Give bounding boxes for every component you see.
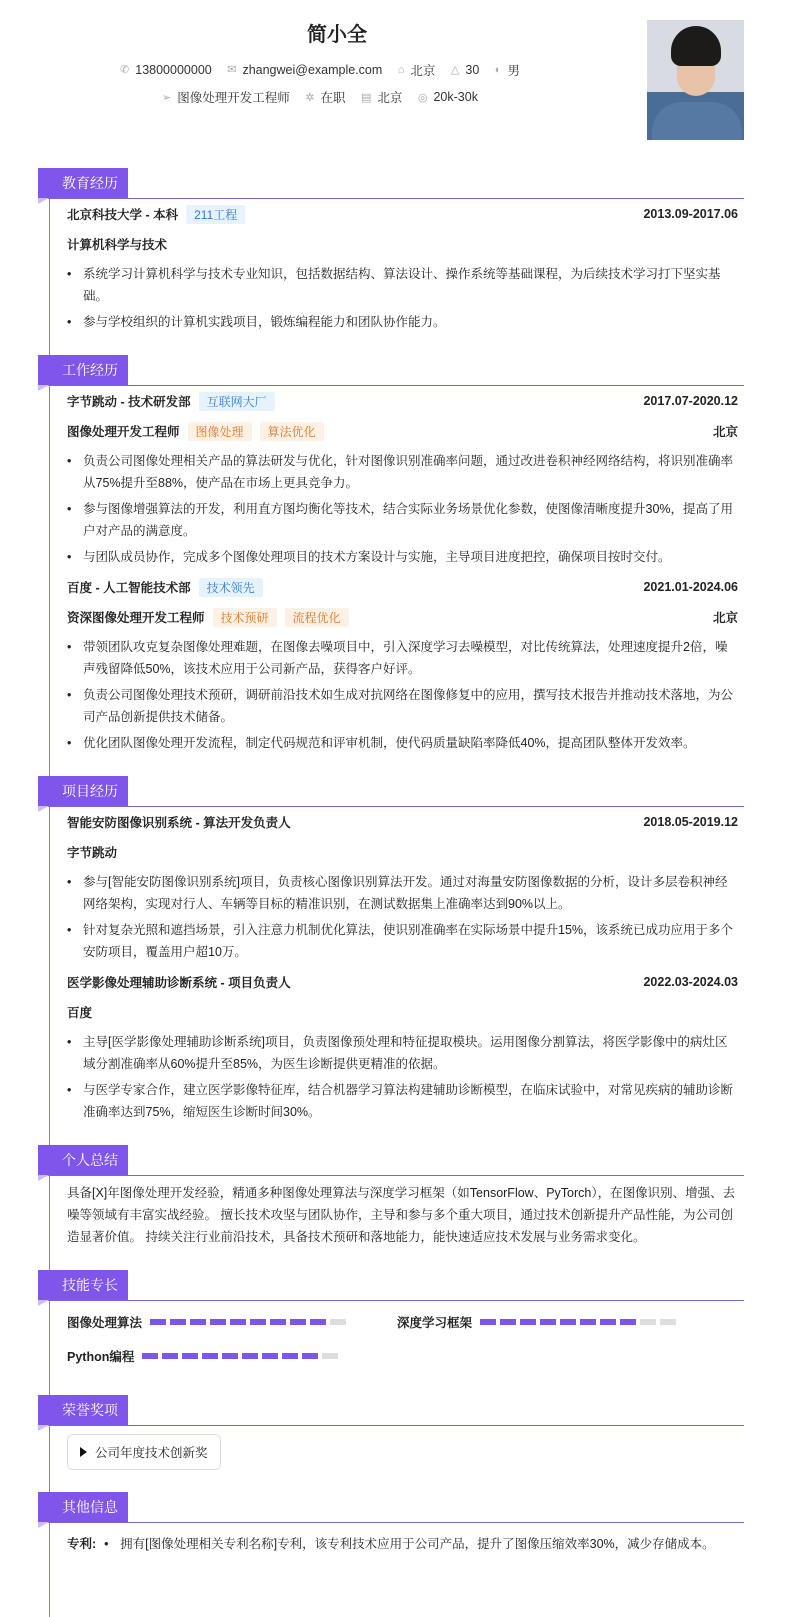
position: 图像处理开发工程师	[177, 91, 290, 105]
bullet: • 负责公司图像处理技术预研，调研前沿技术如生成对抗网络在图像修复中的应用，撰写技术报告并推动技术落地，为公司产品创新提供技术储备。	[67, 684, 738, 728]
skill-level-bar	[142, 1353, 338, 1359]
skill-item	[67, 1339, 387, 1373]
skill-level-segment	[520, 1319, 536, 1325]
building-icon: ▤	[360, 91, 372, 104]
skill-level-segment	[330, 1319, 346, 1325]
date: 2013.09-2017.06	[643, 207, 738, 221]
city: 北京	[712, 611, 738, 625]
project-org: 字节跳动	[67, 846, 118, 860]
date: 2017.07-2020.12	[643, 394, 738, 408]
section-title: 技能专长	[38, 1270, 128, 1300]
tag: 互联网大厂	[199, 392, 275, 411]
skill-level-segment	[282, 1353, 298, 1359]
bullet: • 与团队成员协作，完成多个图像处理项目的技术方案设计与实施，主导项目进度把控，确保项目按时交付。	[67, 546, 738, 568]
company: 字节跳动 - 技术研发部	[67, 395, 191, 409]
bullet: • 拥有[图像处理相关专利名称]专利，该专利技术应用于公司产品，提升了图像压缩效率30%，减少存储成本。	[104, 1533, 714, 1555]
section-title: 教育经历	[38, 168, 128, 198]
section-title: 项目经历	[38, 776, 128, 806]
bullet: • 主导[医学影像处理辅助诊断系统]项目，负责图像预处理和特征提取模块。运用图像分割算法，将医学影像中的病灶区域分割准确率从60%提升至85%，为医生诊断提供更精准的依据。	[67, 1031, 738, 1075]
award-item[interactable]	[67, 1434, 221, 1470]
skill-level-segment	[142, 1353, 158, 1359]
tag: 211工程	[186, 205, 245, 224]
job-title: 图像处理开发工程师	[67, 425, 180, 439]
skill-level-segment	[500, 1319, 516, 1325]
skill-level-segment	[302, 1353, 318, 1359]
skill-level-segment	[290, 1319, 306, 1325]
bullet: • 负责公司图像处理相关产品的算法研发与优化，针对图像识别准确率问题，通过改进卷积神经网络结构，将识别准确率从75%提升至88%，使产品在市场上更具竞争力。	[67, 450, 738, 494]
send-icon: ➢	[162, 91, 172, 104]
skill-level-segment	[560, 1319, 576, 1325]
status-icon: ✲	[305, 91, 315, 104]
gender-icon: ◐	[494, 64, 502, 76]
resume-body	[38, 168, 744, 1617]
skill-level-segment	[210, 1319, 226, 1325]
section-awards	[38, 1395, 744, 1470]
age-icon: △	[450, 64, 460, 76]
contact-row	[0, 61, 640, 79]
tag: 技术预研	[213, 608, 277, 627]
status: 在职	[320, 91, 346, 105]
caret-right-icon	[80, 1447, 87, 1457]
project-name: 医学影像处理辅助诊断系统 - 项目负责人	[67, 976, 291, 990]
intent-row	[0, 88, 640, 106]
skill-level-segment	[600, 1319, 616, 1325]
date: 2018.05-2019.12	[643, 815, 738, 829]
city: 北京	[410, 64, 436, 78]
skill-level-segment	[162, 1353, 178, 1359]
section-title: 其他信息	[38, 1492, 128, 1522]
section-title: 荣誉奖项	[38, 1395, 128, 1425]
email: zhangwei@example.com	[242, 62, 383, 77]
project-name: 智能安防图像识别系统 - 算法开发负责人	[67, 816, 291, 830]
award-label: 公司年度技术创新奖	[95, 1446, 208, 1460]
school: 北京科技大学 - 本科	[67, 208, 179, 222]
skill-name: Python编程	[67, 1350, 135, 1364]
skill-level-segment	[202, 1353, 218, 1359]
target-city: 北京	[377, 91, 403, 105]
phone: 13800000000	[135, 62, 212, 77]
tag: 流程优化	[285, 608, 349, 627]
bullet: • 参与学校组织的计算机实践项目，锻炼编程能力和团队协作能力。	[67, 311, 738, 333]
section-summary	[38, 1145, 744, 1248]
other-label: 专利:	[67, 1537, 97, 1551]
skill-level-segment	[262, 1353, 278, 1359]
summary-text: 具备[X]年图像处理开发经验，精通多种图像处理算法与深度学习框架（如TensorFlow、PyTorch），在图像识别、增强、去噪等领域有丰富实战经验。 擅长技术攻坚与团队协作，主导和参与多个重大项目，通过技术创新提升产品性能，为公司创造显著价值。 持续关注行业前沿技术，具备技术预研和落地能力，能快速适应技术发展与业务需求变化。	[67, 1186, 736, 1244]
section-other	[38, 1492, 744, 1555]
skill-item	[67, 1305, 387, 1339]
job-title: 资深图像处理开发工程师	[67, 611, 205, 625]
date: 2022.03-2024.03	[643, 975, 738, 989]
skill-level-segment	[660, 1319, 676, 1325]
resume-header	[0, 0, 794, 168]
skill-level-bar	[480, 1319, 676, 1325]
mail-icon: ✉	[227, 64, 237, 76]
skill-level-segment	[540, 1319, 556, 1325]
phone-icon: ✆	[120, 64, 130, 76]
skill-level-segment	[190, 1319, 206, 1325]
skill-level-segment	[620, 1319, 636, 1325]
age: 30	[465, 62, 480, 77]
section-education	[38, 168, 744, 333]
skill-level-segment	[310, 1319, 326, 1325]
company: 百度 - 人工智能技术部	[67, 581, 191, 595]
tag: 技术领先	[199, 578, 263, 597]
bullet: • 针对复杂光照和遮挡场景，引入注意力机制优化算法，使识别准确率在实际场景中提升15%，该系统已成功应用于多个安防项目，覆盖用户超10万。	[67, 919, 738, 963]
salary-icon: ◎	[417, 91, 428, 104]
skill-item	[397, 1305, 717, 1339]
candidate-name: 简小全	[307, 24, 367, 46]
profile-photo	[647, 20, 744, 140]
skill-level-segment	[250, 1319, 266, 1325]
tag: 图像处理	[188, 422, 252, 441]
tag: 算法优化	[260, 422, 324, 441]
bullet: • 参与[智能安防图像识别系统]项目，负责核心图像识别算法开发。通过对海量安防图像数据的分析，设计多层卷积神经网络架构，实现对行人、车辆等目标的精准识别，在测试数据集上准确率达到90%以上。	[67, 871, 738, 915]
skill-level-segment	[270, 1319, 286, 1325]
skill-level-segment	[170, 1319, 186, 1325]
skill-level-segment	[580, 1319, 596, 1325]
major: 计算机科学与技术	[67, 238, 168, 252]
skill-level-bar	[150, 1319, 346, 1325]
skill-level-segment	[480, 1319, 496, 1325]
skill-level-segment	[150, 1319, 166, 1325]
skill-level-segment	[182, 1353, 198, 1359]
bullet: • 优化团队图像处理开发流程，制定代码规范和评审机制，使代码质量缺陷率降低40%，提高团队整体开发效率。	[67, 732, 738, 754]
skill-level-segment	[322, 1353, 338, 1359]
skill-name: 深度学习框架	[397, 1316, 473, 1330]
bullet: • 带领团队攻克复杂图像处理难题，在图像去噪项目中，引入深度学习去噪模型，对比传统算法，处理速度提升2倍，噪声残留降低50%，该技术应用于公司新产品，获得客户好评。	[67, 636, 738, 680]
skill-level-segment	[640, 1319, 656, 1325]
home-icon: ⌂	[397, 64, 405, 76]
project-org: 百度	[67, 1006, 93, 1020]
section-skills	[38, 1270, 744, 1373]
section-title: 工作经历	[38, 355, 128, 385]
section-projects	[38, 776, 744, 1123]
bullet: • 系统学习计算机科学与技术专业知识，包括数据结构、算法设计、操作系统等基础课程，为后续技术学习打下坚实基础。	[67, 263, 738, 307]
bullet: • 参与图像增强算法的开发，利用直方图均衡化等技术，结合实际业务场景优化参数，使图像清晰度提升30%，提高了用户对产品的满意度。	[67, 498, 738, 542]
bullet: • 与医学专家合作，建立医学影像特征库，结合机器学习算法构建辅助诊断模型，在临床试验中，对常见疾病的辅助诊断准确率达到75%，缩短医生诊断时间30%。	[67, 1079, 738, 1123]
skill-level-segment	[242, 1353, 258, 1359]
skill-name: 图像处理算法	[67, 1316, 143, 1330]
section-title: 个人总结	[38, 1145, 128, 1175]
gender: 男	[507, 64, 520, 78]
section-work	[38, 355, 744, 754]
date: 2021.01-2024.06	[643, 580, 738, 594]
skill-level-segment	[230, 1319, 246, 1325]
salary: 20k-30k	[433, 90, 478, 104]
skill-level-segment	[222, 1353, 238, 1359]
city: 北京	[712, 425, 738, 439]
